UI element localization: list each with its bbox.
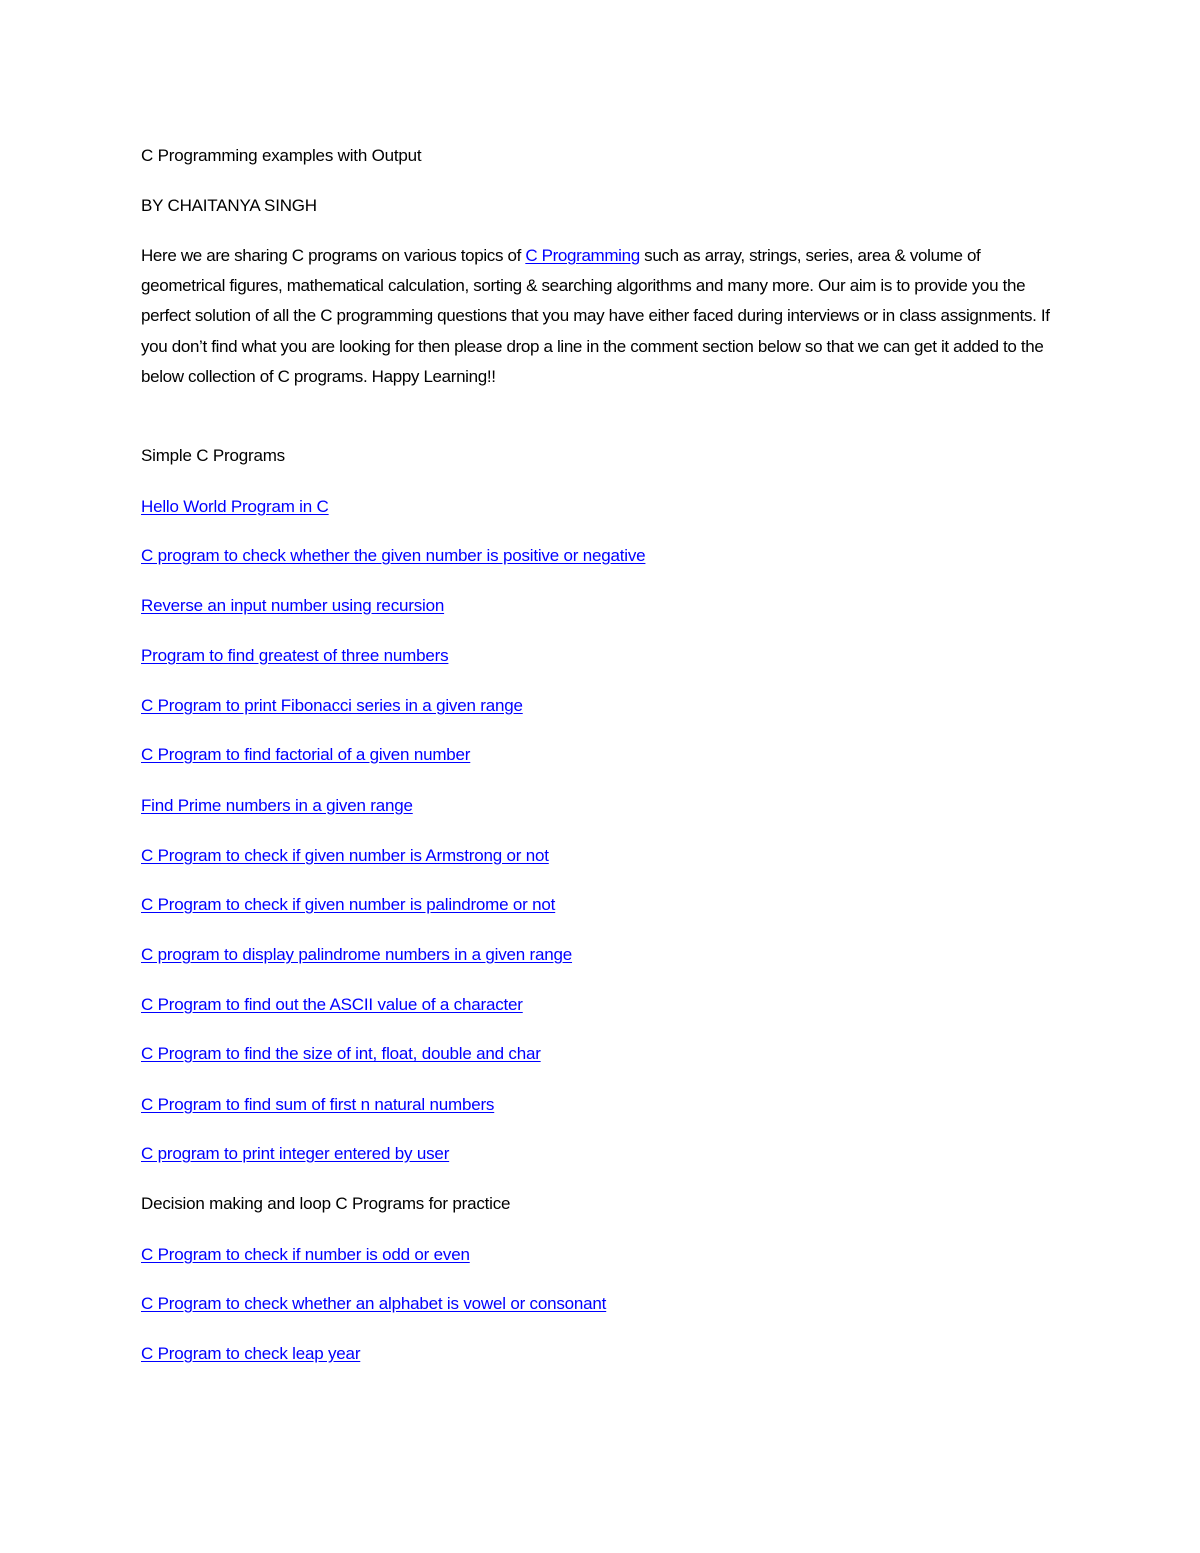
intro-text-before: Here we are sharing C programs on various topics of <box>141 246 526 265</box>
link-reverse-number[interactable]: Reverse an input number using recursion <box>141 596 445 615</box>
link-palindrome-check[interactable]: C Program to check if given number is palindrome or not <box>141 895 556 914</box>
section-heading-simple: Simple C Programs <box>141 446 285 465</box>
link-armstrong[interactable]: C Program to check if given number is Armstrong or not <box>141 846 549 865</box>
c-programming-link[interactable]: C Programming <box>525 246 640 265</box>
link-palindrome-range[interactable]: C program to display palindrome numbers in a given range <box>141 945 573 964</box>
link-greatest-of-three[interactable]: Program to find greatest of three numbers <box>141 646 449 665</box>
intro-text-after: such as array, strings, series, area & volume of geometrical figures, mathematical calculation, sorting & searching algorithms and many more. Our aim is to provide you the perfect solution of all the C programming questions that you may have either faced during interviews or in class assignments. If you don’t find what you are looking for then please drop a line in the comment section below so that we can get it added to the below collection of C programs. Happy Learning!! <box>141 246 1050 386</box>
intro-paragraph <box>141 241 1061 392</box>
link-print-integer[interactable]: C program to print integer entered by user <box>141 1144 450 1163</box>
link-leap-year[interactable]: C Program to check leap year <box>141 1344 361 1363</box>
link-fibonacci[interactable]: C Program to print Fibonacci series in a given range <box>141 696 523 715</box>
link-positive-negative[interactable]: C program to check whether the given number is positive or negative <box>141 546 646 565</box>
link-prime-numbers[interactable]: Find Prime numbers in a given range <box>141 796 413 815</box>
link-hello-world[interactable]: Hello World Program in C <box>141 497 329 516</box>
link-odd-even[interactable]: C Program to check if number is odd or even <box>141 1245 470 1264</box>
link-factorial[interactable]: C Program to find factorial of a given number <box>141 745 471 764</box>
link-vowel-consonant[interactable]: C Program to check whether an alphabet is vowel or consonant <box>141 1294 607 1313</box>
author-byline: BY CHAITANYA SINGH <box>141 196 317 215</box>
section-heading-decision: Decision making and loop C Programs for practice <box>141 1194 511 1213</box>
link-sizeof-types[interactable]: C Program to find the size of int, float, double and char <box>141 1044 541 1063</box>
link-ascii-value[interactable]: C Program to find out the ASCII value of a character <box>141 995 523 1014</box>
document-title: C Programming examples with Output <box>141 146 422 165</box>
link-sum-natural[interactable]: C Program to find sum of first n natural numbers <box>141 1095 495 1114</box>
